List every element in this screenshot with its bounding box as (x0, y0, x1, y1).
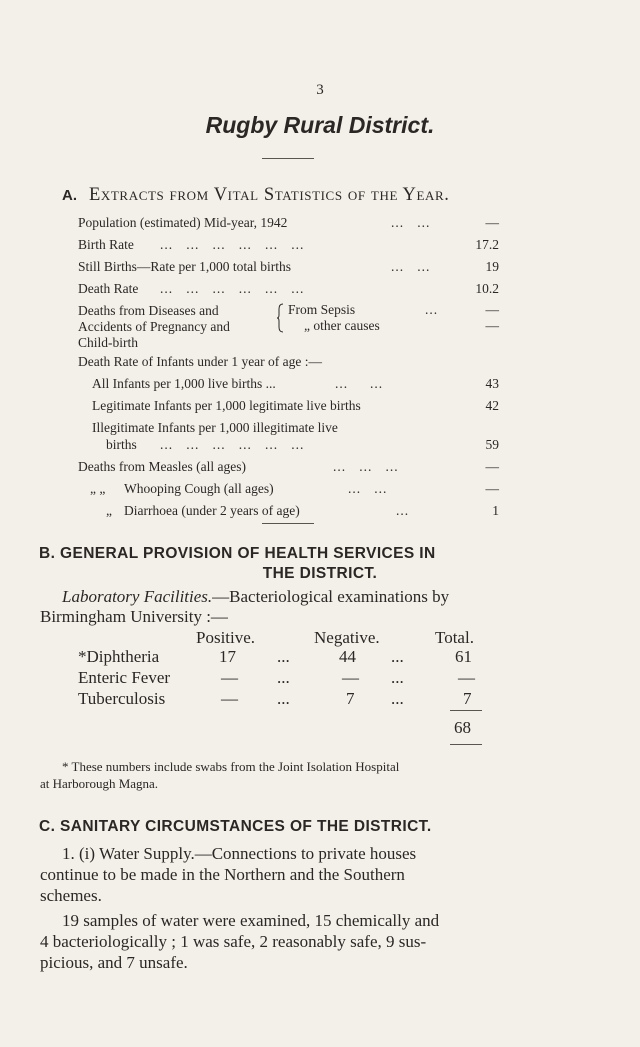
stat-value: 19 (485, 259, 499, 274)
stat-label: Birth Rate (78, 237, 134, 252)
illegit-line: Illegitimate Infants per 1,000 illegitimate live (92, 420, 338, 435)
footnote: * These numbers include swabs from the Joint Isolation Hospital (62, 759, 400, 774)
divider (262, 523, 314, 524)
samples-para-3: picious, and 7 unsafe. (40, 953, 188, 972)
stat-label: From Sepsis (288, 302, 356, 317)
stat-row-all-infants: All Infants per 1,000 live births ... ... ... 43 (92, 376, 499, 391)
stat-label: Death Rate (78, 281, 139, 296)
page-title: Rugby Rural District. (205, 112, 435, 138)
stat-value: — (485, 481, 499, 496)
stat-label: Deaths from Measles (all ages) (78, 459, 246, 474)
stat-value: — (485, 318, 499, 333)
section-b-heading-2: THE DISTRICT. (262, 565, 378, 582)
stat-row-death-rate: Death Rate ... ... ... ... ... ... 10.2 (78, 281, 499, 296)
stat-label: Diarrhoea (under 2 years of age) (124, 503, 300, 518)
stat-row-sepsis: From Sepsis ... — (288, 302, 499, 317)
lab-paragraph (62, 586, 449, 607)
section-c-heading: C. SANITARY CIRCUMSTANCES OF THE DISTRICT. (39, 818, 432, 835)
stat-label: All Infants per 1,000 live births ... (92, 376, 276, 391)
total-rule (450, 710, 482, 711)
stat-row-measles: Deaths from Measles (all ages) ... ... ... — (78, 459, 499, 474)
col-header-positive: Positive. (196, 628, 256, 647)
stat-value: — (485, 215, 499, 230)
section-a-title: Extracts from Vital Statistics of the Year. (89, 185, 450, 205)
stat-row-legitimate (92, 398, 499, 414)
col-header-total: Total. (435, 628, 474, 647)
row-name: *Diphtheria (78, 647, 160, 666)
row-total: 61 (455, 647, 472, 666)
samples-para: 19 samples of water were examined, 15 chemically and (62, 911, 440, 930)
stat-row-still-births: Still Births—Rate per 1,000 total births ... ... 19 (78, 259, 499, 274)
stat-value: 10.2 (475, 281, 499, 296)
total-rule (450, 744, 482, 745)
row-positive: — (221, 668, 238, 687)
grand-total: 68 (454, 718, 471, 737)
divider (262, 158, 314, 159)
stat-value: 42 (485, 398, 499, 413)
stat-label: births (106, 437, 137, 452)
stat-value: — (485, 459, 499, 474)
stat-row-illegitimate: births ... ... ... ... ... ... 59 (106, 437, 499, 452)
lab-paragraph-2: Birmingham University :— (40, 607, 228, 626)
stat-row-other-causes (304, 318, 499, 334)
stat-label: Still Births—Rate per 1,000 total births (78, 259, 291, 274)
page-number: 3 (316, 82, 324, 98)
water-supply-para-3: schemes. (40, 886, 102, 905)
row-total: — (458, 668, 475, 687)
stat-label: Legitimate Infants per 1,000 legitimate live births (92, 398, 361, 413)
stat-value: 59 (485, 437, 499, 452)
brace-icon (277, 303, 285, 333)
infant-heading: Death Rate of Infants under 1 year of age :— (78, 354, 323, 369)
samples-para-2: 4 bacteriologically ; 1 was safe, 2 reasonably safe, 9 sus- (40, 932, 427, 951)
water-supply-para: 1. (i) Water Supply.—Connections to private houses (62, 844, 417, 863)
ditto-marks: „ „ (90, 481, 106, 496)
stat-value: — (485, 302, 499, 317)
row-name: Enteric Fever (78, 668, 171, 687)
row-positive: — (221, 689, 238, 708)
stat-row-population: Population (estimated) Mid-year, 1942 ... ... — (78, 215, 499, 230)
row-positive: 17 (219, 647, 236, 666)
lab-text: —Bacteriological examinations by (212, 587, 450, 606)
stat-value: 1 (492, 503, 499, 518)
stat-value: 17.2 (475, 237, 499, 252)
col-header-negative: Negative. (314, 628, 380, 647)
row-negative: 44 (339, 647, 356, 666)
stat-label: „ other causes (304, 318, 380, 333)
stat-row-birth-rate: Birth Rate ... ... ... ... ... ... 17.2 (78, 237, 499, 252)
stat-row-diarrhoea: „ Diarrhoea (under 2 years of age) ... 1 (106, 503, 499, 518)
ditto-marks: „ (106, 503, 112, 518)
diseases-label: Deaths from Diseases and Accidents of Pregnancy and Child-birth (78, 303, 230, 350)
footnote-2: at Harborough Magna. (40, 776, 159, 791)
row-total: 7 (463, 689, 472, 708)
row-negative: — (342, 668, 359, 687)
stat-value: 43 (485, 376, 499, 391)
section-a-letter: A. (62, 187, 77, 204)
section-a-heading (62, 185, 450, 206)
section-b-heading: B. GENERAL PROVISION OF HEALTH SERVICES IN (39, 545, 436, 562)
stat-label: Population (estimated) Mid-year, 1942 (78, 215, 288, 230)
stat-label: Whooping Cough (all ages) (124, 481, 274, 496)
water-supply-para-2: continue to be made in the Northern and the Southern (40, 865, 405, 884)
row-negative: 7 (346, 689, 355, 708)
row-name: Tuberculosis (78, 689, 166, 708)
stat-row-whooping: „ „ Whooping Cough (all ages) ... ... — (90, 481, 499, 496)
lab-label: Laboratory Facilities. (62, 587, 213, 606)
